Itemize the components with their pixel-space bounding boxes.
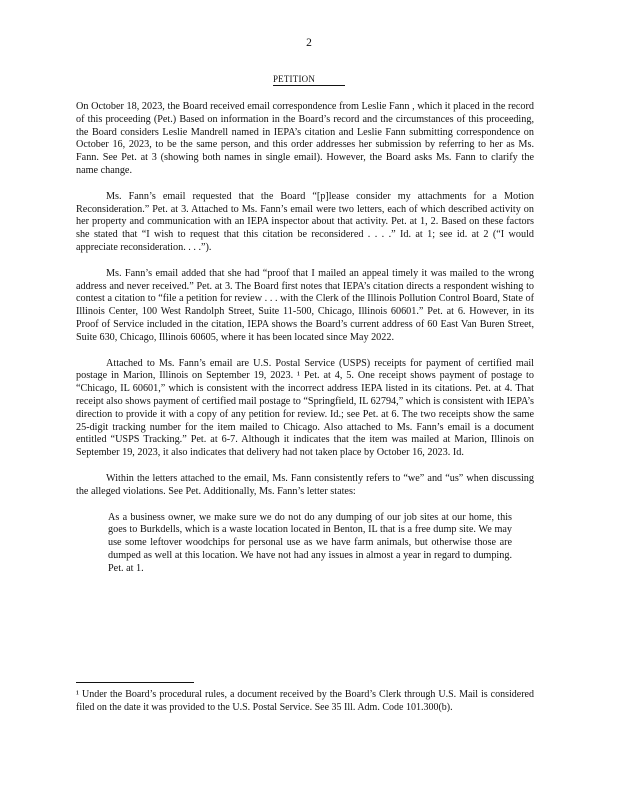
- paragraph-5: Within the letters attached to the email, Ms. Fann consistently refers to “we” and “us” when discussing the alleged violations. See Pet. Additionally, Ms. Fann’s letter states:: [76, 472, 534, 497]
- paragraph-3: Ms. Fann’s email added that she had “proof that I mailed an appeal timely it was mailed to the wrong address and never received.” Pet. at 3. The Board first notes that IEPA’s citation directs a respondent wishing to contest a citation to “file a petition for review . . . with the Clerk of the Illinois Pollution Control Board, State of Illinois Center, 100 West Randolph Street, Suite 11-500, Chicago, Illinois 60601.” Pet. at 6. However, in its Proof of Service included in the citation, IEPA shows the Board’s current address of 60 East Van Buren Street, Suite 630, Chicago, Illinois 60605, where it has been located since May 2022.: [76, 267, 534, 343]
- paragraph-2: Ms. Fann’s email requested that the Board “[p]lease consider my attachments for a Motion Reconsideration.” Pet. at 3. Attached to Ms. Fann’s email were two letters, each of which described activity on her property and communication with an IEPA inspector about that activity. Pet. at 1, 2. Based on these factors she stated that “I wish to request that this citation be reconsidered . . . .” Id. at 1; see id. at 2 (“I would appreciate reconsideration. . . .”).: [76, 190, 534, 253]
- footnote: ¹ Under the Board’s procedural rules, a document received by the Board’s Clerk through U.S. Mail is considered filed on the date it was provided to the U.S. Postal Service. See 35 Ill. Adm. Code 101.300(b).: [76, 689, 534, 713]
- footnote-divider: [76, 682, 194, 683]
- section-heading-text: PETITION: [273, 74, 345, 86]
- block-quote: As a business owner, we make sure we do not do any dumping of our job sites at our home, this goes to Burkdells, which is a waste location located in Benton, IL that is a free dump site. We may use some leftover woodchips for personal use as we have farm animals, but otherwise those are dumped as well at this location. We have not had any issues in almost a year in regard to dumping. Pet. at 1.: [108, 511, 512, 574]
- body-text: [76, 101, 534, 576]
- section-heading: [0, 74, 618, 84]
- paragraph-1: On October 18, 2023, the Board received email correspondence from Leslie Fann , which it placed in the record of this proceeding (Pet.) Based on information in the Board’s record and the circumstances of this proceeding, the Board considers Leslie Mandrell named in IEPA’s citation and Leslie Fann submitting correspondence on October 16, 2023, to be the same person, and this order addresses her submission by referring to her as Ms. Fann. See Pet. at 3 (showing both names in single email). However, the Board asks Ms. Fann to clarify the name change.: [76, 101, 534, 176]
- paragraph-4: Attached to Ms. Fann’s email are U.S. Postal Service (USPS) receipts for payment of certified mail postage in Marion, Illinois on September 19, 2023. ¹ Pet. at 4, 5. One receipt shows payment of postage to “Chicago, IL 60601,” which is consistent with the incorrect address IEPA listed in its citations. Pet. at 4. That receipt also shows payment of certified mail postage to “Springfield, IL 62794,” which is consistent with IEPA’s direction to provide it with a copy of any petition for review. Id.; see Pet. at 6. The two receipts show the same 25-digit tracking number for the item mailed to Chicago. Also attached to Ms. Fann’s email is a document entitled “USPS Tracking.” Pet. at 6-7. Although it indicates that the item was mailed at Marion, Illinois on September 19, 2023, it also indicates that delivery had not taken place by October 16, 2023. Id.: [76, 357, 534, 459]
- page-number: 2: [306, 37, 312, 49]
